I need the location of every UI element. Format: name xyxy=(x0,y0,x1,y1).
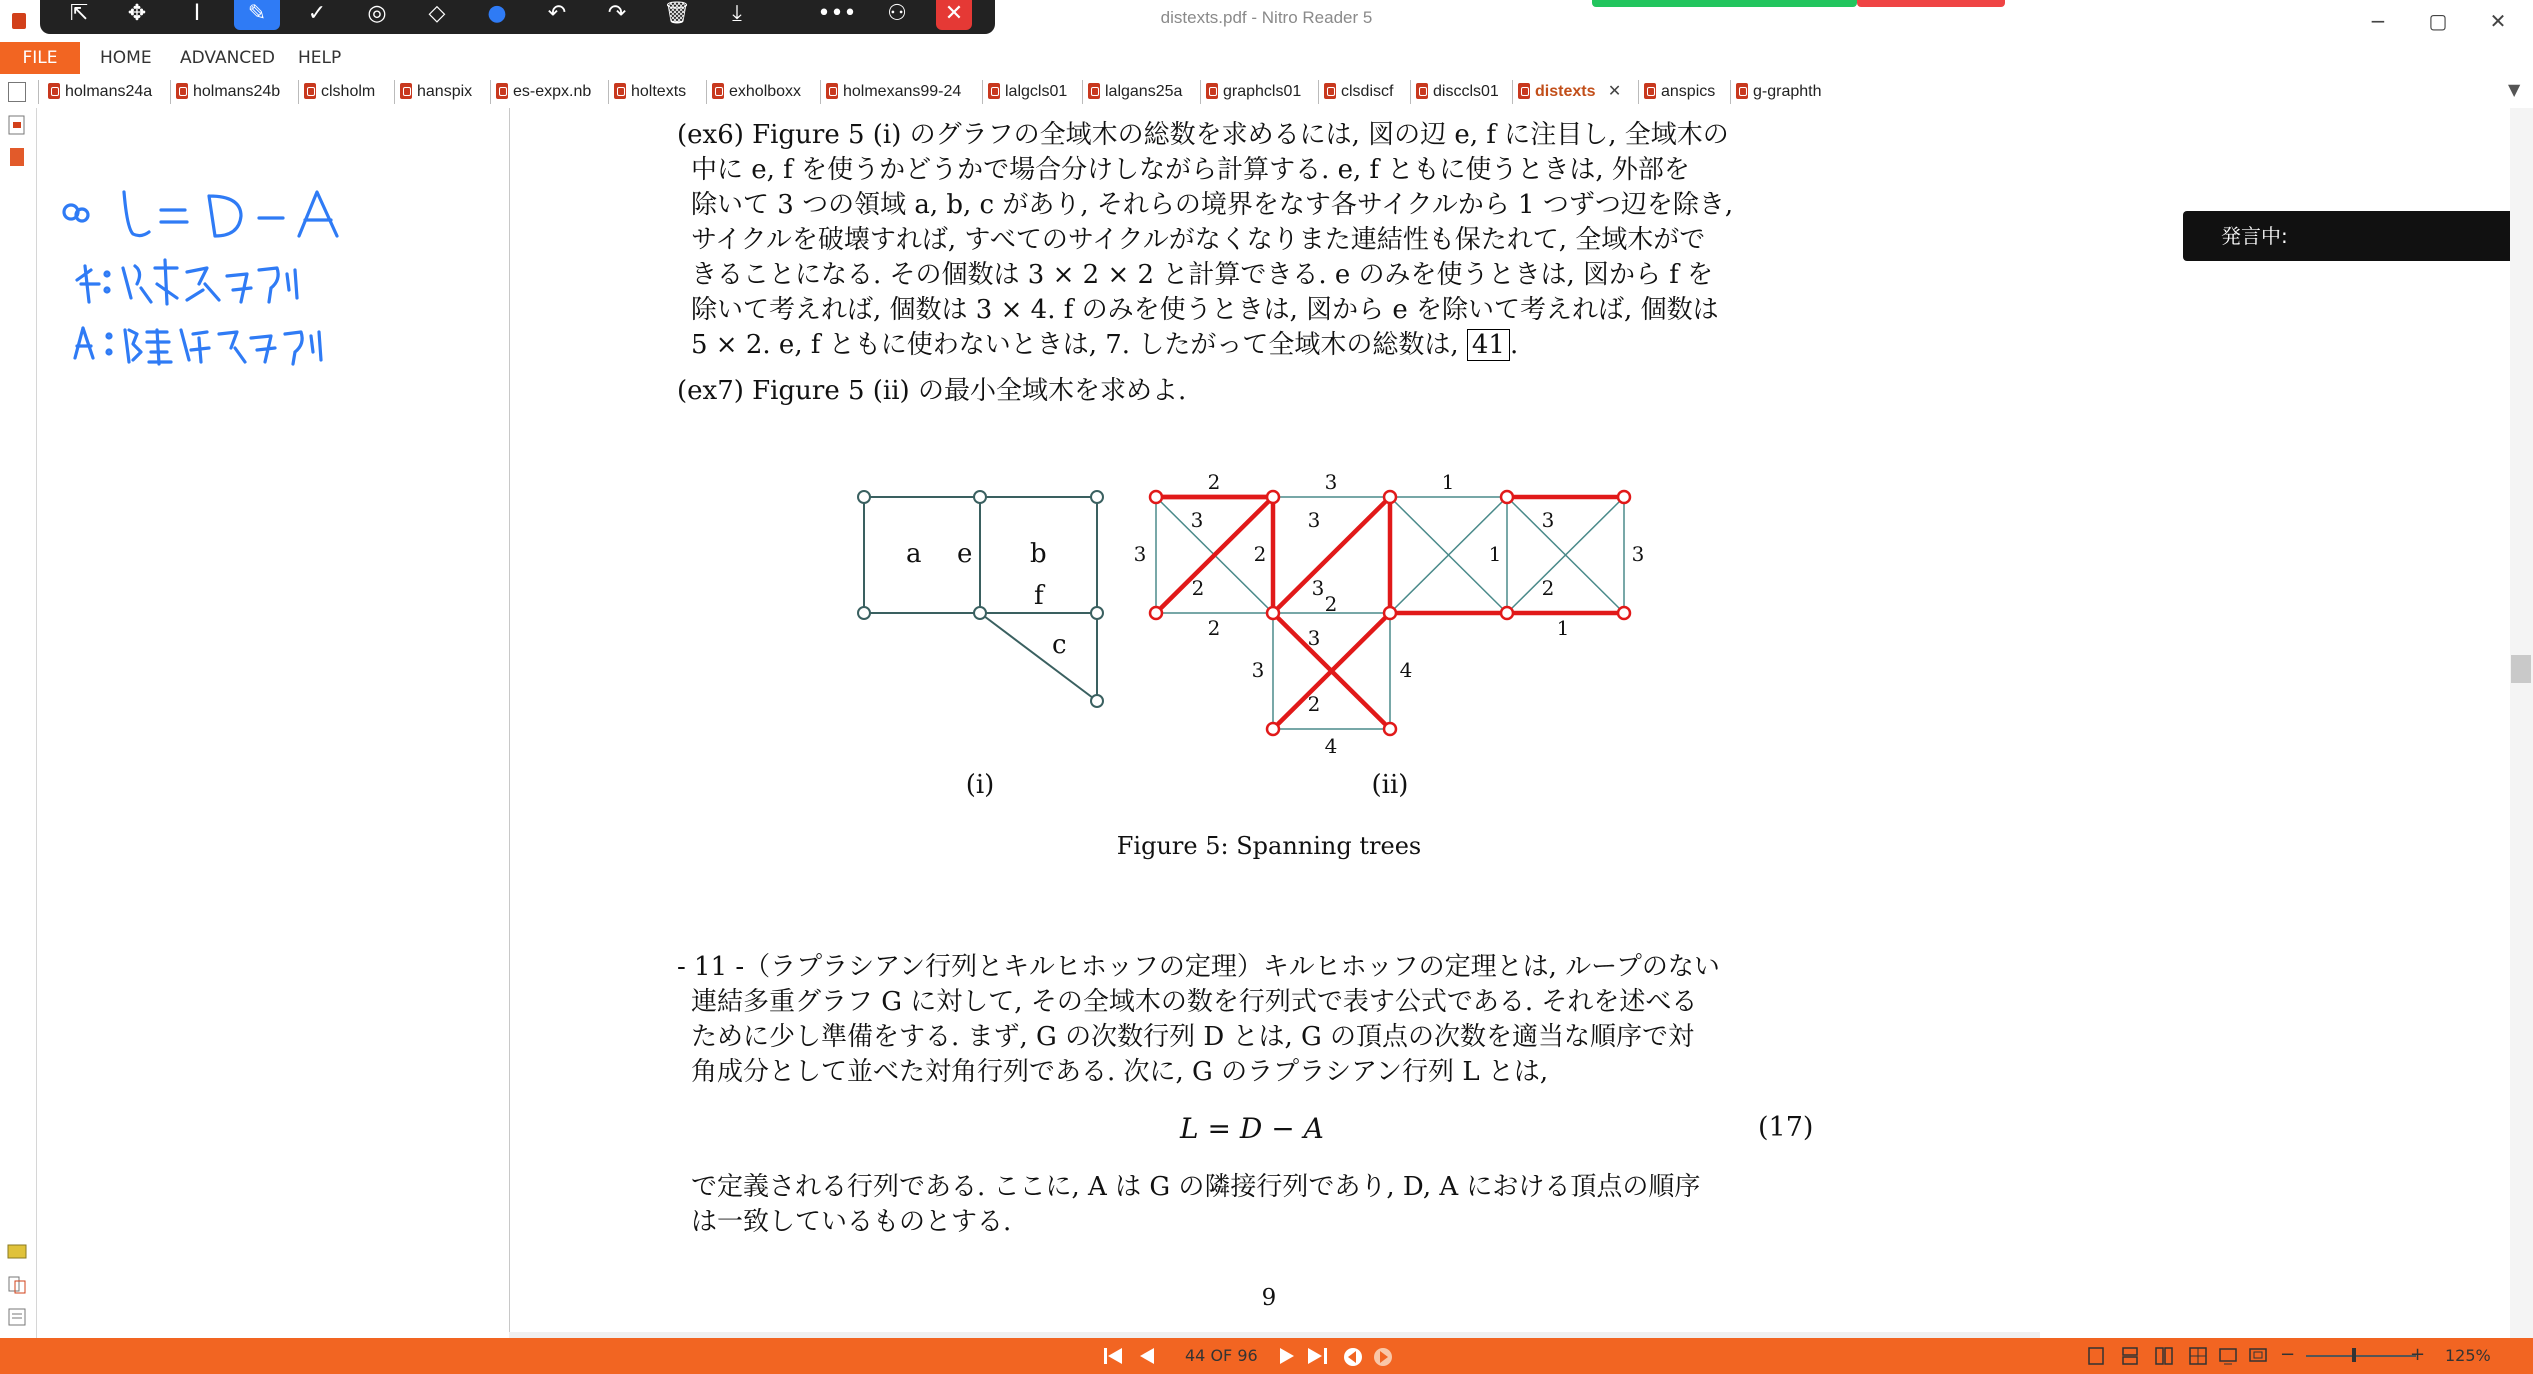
svg-text:3: 3 xyxy=(1631,542,1645,566)
tab-clsholm[interactable]: clsholm xyxy=(304,78,375,106)
svg-text:2: 2 xyxy=(1253,542,1267,566)
text-cursor-icon[interactable]: I xyxy=(193,1,201,26)
svg-text:2: 2 xyxy=(1307,692,1321,716)
minimize-button[interactable]: − xyxy=(2369,9,2387,33)
sec11-line-2: 連結多重グラフ G に対して, その全域木の数を行列式で表す公式である. それを述べる xyxy=(691,987,1698,1017)
file-menu[interactable]: FILE xyxy=(0,42,80,74)
svg-text:2: 2 xyxy=(1191,576,1205,600)
region-c: c xyxy=(1052,630,1067,660)
app-logo-icon xyxy=(10,12,28,30)
single-page-view-icon[interactable] xyxy=(2086,1346,2106,1366)
tab-holmans24a[interactable]: holmans24a xyxy=(48,78,152,106)
layers-panel-icon[interactable] xyxy=(6,1306,28,1328)
next-page-icon[interactable] xyxy=(1278,1346,1298,1366)
subfigure-i-label: (i) xyxy=(965,770,995,800)
svg-text:2: 2 xyxy=(1207,470,1221,494)
scrollbar-thumb[interactable] xyxy=(2511,655,2531,683)
tab-disccls01[interactable]: disccls01 xyxy=(1416,78,1499,106)
ex6-line-5: きることになる. その個数は 3 × 2 × 2 と計算できる. e のみを使うときは, 図から f を xyxy=(691,260,1714,290)
svg-text:3: 3 xyxy=(1307,508,1321,532)
facing-continuous-view-icon[interactable] xyxy=(2188,1346,2208,1366)
svg-text:3: 3 xyxy=(1133,542,1147,566)
continuous-view-icon[interactable] xyxy=(2120,1346,2140,1366)
tab-exholboxx[interactable]: exholboxx xyxy=(712,78,801,106)
svg-text:4: 4 xyxy=(1324,734,1338,758)
attachments-panel-icon[interactable] xyxy=(6,1274,28,1296)
comments-panel-icon[interactable] xyxy=(6,1242,28,1264)
zoom-slider[interactable] xyxy=(2306,1355,2416,1357)
svg-text:3: 3 xyxy=(1251,658,1265,682)
annotation-toolbar xyxy=(40,0,995,34)
close-window-button[interactable]: ✕ xyxy=(2489,9,2507,33)
svg-text:3: 3 xyxy=(1324,470,1338,494)
bookmark-panel-icon[interactable] xyxy=(6,114,28,136)
stamp-icon[interactable]: ◎ xyxy=(367,1,387,26)
panel-toggle-icon[interactable] xyxy=(8,82,26,102)
region-b: b xyxy=(1030,539,1047,569)
zoom-slider-thumb[interactable] xyxy=(2352,1348,2356,1362)
window-controls xyxy=(2353,0,2533,42)
ex6-line-1: (ex6) Figure 5 (i) のグラフの全域木の総数を求めるには, 図の辺 e, f に注目し, 全域木の xyxy=(677,120,1729,150)
page-number: 9 xyxy=(1261,1285,1277,1311)
ex6-line-7: 5 × 2. e, f ともに使わないときは, 7. したがって全域木の総数は, 41 . xyxy=(691,330,1519,360)
more-icon[interactable]: ••• xyxy=(817,1,857,26)
equation-number: (17) xyxy=(1758,1112,1814,1143)
previous-view-icon[interactable] xyxy=(1342,1346,1364,1366)
menu-bar xyxy=(0,42,2533,74)
zoom-in-button[interactable]: + xyxy=(2410,1344,2426,1365)
graph-i xyxy=(864,497,1097,701)
speech-bubble: 発言中: xyxy=(2183,211,2525,261)
equation: L = D − A xyxy=(1180,1112,1324,1145)
spanning-tree-figure xyxy=(840,455,1670,825)
edge-e: e xyxy=(957,539,973,569)
vertical-scrollbar[interactable] xyxy=(2510,108,2533,1338)
tab-g-graphth[interactable]: g-graphth xyxy=(1736,78,1822,106)
select-icon[interactable]: ⇱ xyxy=(69,1,89,26)
svg-text:3: 3 xyxy=(1307,626,1321,650)
edge-f: f xyxy=(1034,581,1044,611)
status-bar xyxy=(0,1338,2533,1374)
ex6-line-2: 中に e, f を使うかどうかで場合分けしながら計算する. e, f ともに使うときは, 外部を xyxy=(691,155,1690,185)
trash-icon[interactable]: 🗑 xyxy=(663,1,691,26)
progress-green xyxy=(1592,0,1857,7)
fit-page-icon[interactable] xyxy=(2248,1346,2268,1366)
tab-distexts[interactable]: distexts ✕ xyxy=(1518,78,1621,106)
zoom-level[interactable]: 125% xyxy=(2445,1346,2491,1365)
right-margin xyxy=(2040,108,2510,1338)
close-tab-icon[interactable]: ✕ xyxy=(1607,83,1622,100)
figure-5 xyxy=(840,455,1670,825)
figure-caption: Figure 5: Spanning trees xyxy=(1116,832,1422,860)
facing-view-icon[interactable] xyxy=(2154,1346,2174,1366)
help-menu[interactable]: HELP xyxy=(298,48,342,68)
svg-text:1: 1 xyxy=(1488,542,1502,566)
tab-anspics[interactable]: anspics xyxy=(1644,78,1715,106)
previous-page-icon[interactable] xyxy=(1136,1346,1156,1366)
svg-text:1: 1 xyxy=(1441,470,1455,494)
svg-text:3: 3 xyxy=(1541,508,1555,532)
svg-text:4: 4 xyxy=(1399,658,1413,682)
region-a: a xyxy=(906,539,922,569)
tab-lalgcls01[interactable]: lalgcls01 xyxy=(988,78,1067,106)
ex6-line-4: サイクルを破壊すれば, すべてのサイクルがなくなりまた連結性も保たれて, 全域木がで xyxy=(691,225,1706,255)
color-dot-icon[interactable]: ● xyxy=(487,1,507,26)
svg-text:3: 3 xyxy=(1311,576,1325,600)
home-menu[interactable]: HOME xyxy=(100,48,152,68)
tab-lalgans25a[interactable]: lalgans25a xyxy=(1088,78,1182,106)
svg-text:3: 3 xyxy=(1190,508,1204,532)
svg-text:2: 2 xyxy=(1207,616,1221,640)
ex6-line-6: 除いて考えれば, 個数は 3 × 4. f のみを使うときは, 図から e を除いて考えれば, 個数は xyxy=(691,295,1719,325)
svg-text:2: 2 xyxy=(1541,576,1555,600)
handwritten-note-drawing xyxy=(37,108,509,408)
tab-hanspix[interactable]: hanspix xyxy=(400,78,472,106)
close-icon[interactable]: ✕ xyxy=(936,0,972,30)
zoom-out-button[interactable]: − xyxy=(2280,1344,2296,1365)
next-view-icon[interactable] xyxy=(1372,1346,1394,1366)
left-sidebar xyxy=(0,108,37,1338)
sec11-line-4: 角成分として並べた対角行列である. 次に, G のラプラシアン行列 L とは, xyxy=(691,1057,1549,1087)
fit-width-icon[interactable] xyxy=(2218,1346,2238,1366)
tab-es-expx[interactable]: es-expx.nb xyxy=(496,78,591,106)
pen-icon[interactable]: ✎ xyxy=(234,0,280,30)
last-page-icon[interactable] xyxy=(1306,1346,1330,1366)
maximize-button[interactable]: ▢ xyxy=(2428,9,2448,33)
sec11-line-3: ために少し準備をする. まず, G の次数行列 D とは, G の頂点の次数を適当な順序で対 xyxy=(691,1022,1695,1052)
redo-icon[interactable]: ↷ xyxy=(607,1,627,26)
tab-overflow-icon[interactable]: ▼ xyxy=(2508,80,2521,99)
document-tabs xyxy=(0,74,2533,109)
ex6-line-3: 除いて 3 つの領域 a, b, c があり, それらの境界をなす各サイクルから 1 つずつ辺を除き, xyxy=(691,190,1734,220)
window-title: distexts.pdf - Nitro Reader 5 xyxy=(1160,8,1373,27)
advanced-menu[interactable]: ADVANCED xyxy=(180,48,276,68)
tab-clsdiscf[interactable]: clsdiscf xyxy=(1324,78,1393,106)
handwritten-notes xyxy=(37,108,509,1338)
undo-icon[interactable]: ↶ xyxy=(547,1,567,26)
tab-holmexans99-24[interactable]: holmexans99-24 xyxy=(826,78,961,106)
first-page-icon[interactable] xyxy=(1102,1346,1126,1366)
progress-red xyxy=(1857,0,2005,7)
download-icon[interactable]: ⤓ xyxy=(732,1,742,26)
sec11-line-5: で定義される行列である. ここに, A は G の隣接行列であり, D, A における頂点の順序 xyxy=(691,1172,1701,1202)
tab-holmans24b[interactable]: holmans24b xyxy=(176,78,280,106)
ex7-line: (ex7) Figure 5 (ii) の最小全域木を求めよ. xyxy=(677,376,1187,406)
pages-panel-icon[interactable] xyxy=(6,146,28,168)
check-icon[interactable]: ✓ xyxy=(307,1,327,26)
eraser-icon[interactable]: ◇ xyxy=(428,1,446,26)
tab-holtexts[interactable]: holtexts xyxy=(614,78,686,106)
svg-text:1: 1 xyxy=(1556,616,1570,640)
svg-text:2: 2 xyxy=(1324,592,1338,616)
answer-box: 41 xyxy=(1467,329,1510,361)
page-indicator[interactable]: 44 OF 96 xyxy=(1185,1346,1258,1365)
sec11-line-6: は一致しているものとする. xyxy=(691,1207,1012,1237)
tab-graphcls01[interactable]: graphcls01 xyxy=(1206,78,1301,106)
subfigure-ii-label: (ii) xyxy=(1371,770,1409,800)
move-icon[interactable]: ✥ xyxy=(127,1,147,26)
sec11-line-1: - 11 -（ラプラシアン行列とキルヒホッフの定理）キルヒホッフの定理とは, ループのない xyxy=(677,952,1720,982)
share-icon[interactable]: ⚇ xyxy=(887,1,907,26)
